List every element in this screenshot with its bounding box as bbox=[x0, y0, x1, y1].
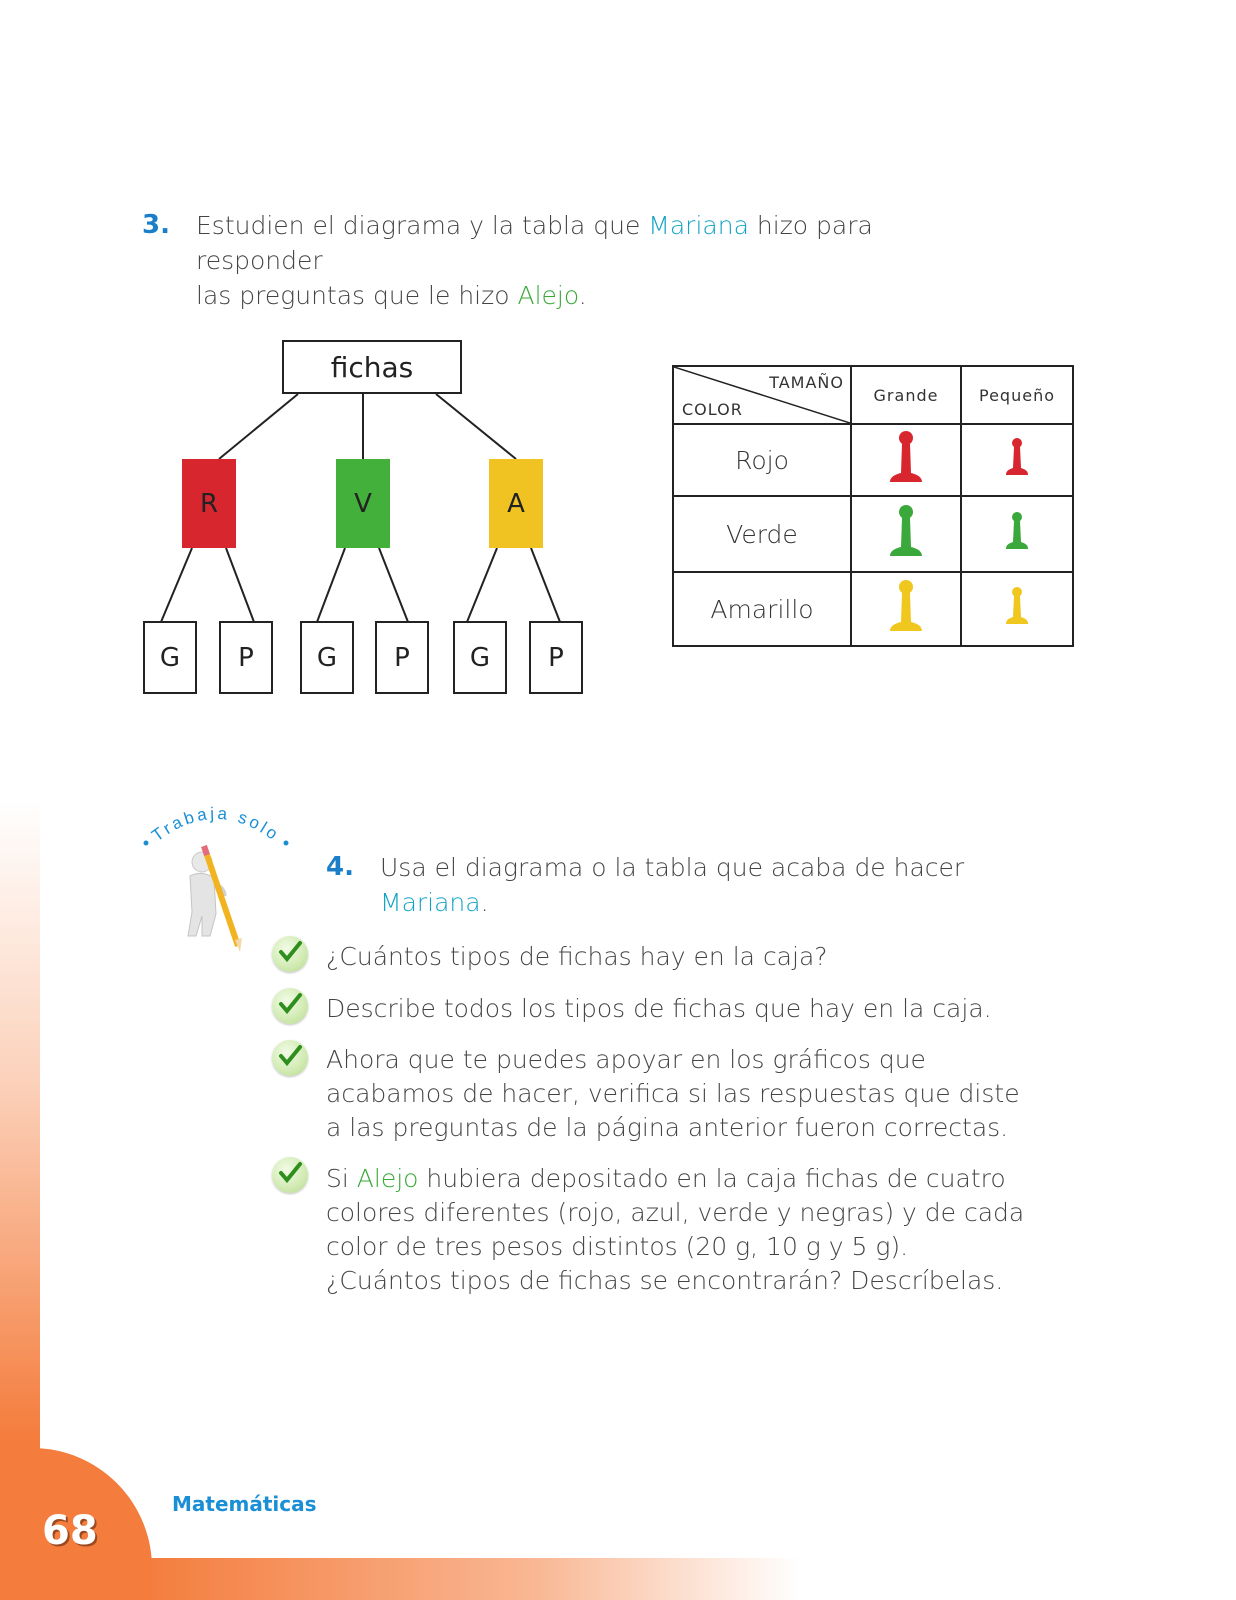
game-piece-icon bbox=[888, 429, 924, 487]
game-piece-icon bbox=[1005, 586, 1029, 628]
game-piece-icon bbox=[1005, 511, 1029, 553]
table-row-label-verde: Verde bbox=[673, 496, 851, 572]
tree-leaf-red-grande: G bbox=[143, 621, 197, 694]
tree-leaf-yellow-pequeno: P bbox=[529, 621, 583, 694]
table-header-color: COLOR bbox=[682, 400, 743, 419]
checkmark-icon bbox=[272, 936, 308, 972]
table-cell-rojo-grande bbox=[851, 424, 961, 496]
game-piece-icon bbox=[1005, 437, 1029, 479]
bullet-item-1: ¿Cuántos tipos de fichas hay en la caja? bbox=[326, 942, 828, 971]
table-column-pequeno: Pequeño bbox=[961, 366, 1073, 424]
table-row-label-amarillo: Amarillo bbox=[673, 572, 851, 646]
table-header-size: TAMAÑO bbox=[769, 373, 844, 392]
table-column-grande: Grande bbox=[851, 366, 961, 424]
table-corner-header bbox=[673, 366, 851, 424]
question-4-number: 4. bbox=[326, 852, 354, 882]
page-number: 68 bbox=[42, 1508, 98, 1554]
tree-leaf-red-pequeno: P bbox=[219, 621, 273, 694]
game-piece-icon bbox=[888, 503, 924, 561]
bullet-item-3: Ahora que te puedes apoyar en los gráficos que acabamos de hacer, verifica si las respuestas que diste a las preguntas de la página anterior fueron correctas. bbox=[326, 1045, 1020, 1142]
name-mariana: Mariana bbox=[380, 888, 481, 917]
bullet-item-4: Si Alejo hubiera depositado en la caja fichas de cuatro colores diferentes (rojo, azul, verde y negras) y de cada color de tres pesos distintos (20 g, 10 g y 5 g). ¿Cuántos tipos de fichas se encontrarán? Descríbelas. bbox=[326, 1164, 1025, 1295]
tree-node-red: R bbox=[182, 459, 236, 548]
footer-subject-label: Matemáticas bbox=[172, 1492, 317, 1516]
trabaja-solo-label: Trabaja solo bbox=[148, 803, 284, 846]
orange-bottom-strip bbox=[140, 1558, 800, 1600]
question-3-line-1: Estudien el diagrama y la tabla que Mariana hizo para responder bbox=[196, 211, 873, 275]
tree-leaf-green-grande: G bbox=[300, 621, 354, 694]
game-piece-icon bbox=[888, 578, 924, 636]
color-size-table bbox=[672, 365, 1074, 647]
checkmark-icon bbox=[272, 988, 308, 1024]
table-cell-amarillo-grande bbox=[851, 572, 961, 646]
question-4-text: Usa el diagrama o la tabla que acaba de hacer Mariana. bbox=[380, 853, 965, 917]
pencil-figure-icon bbox=[180, 836, 250, 956]
tree-leaf-green-pequeno: P bbox=[375, 621, 429, 694]
checkmark-icon bbox=[272, 1157, 308, 1193]
table-cell-verde-grande bbox=[851, 496, 961, 572]
table-row-label-rojo: Rojo bbox=[673, 424, 851, 496]
bullet-item-2: Describe todos los tipos de fichas que hay en la caja. bbox=[326, 994, 992, 1023]
tree-leaf-yellow-grande: G bbox=[453, 621, 507, 694]
tree-node-yellow: A bbox=[489, 459, 543, 548]
checkmark-icon bbox=[272, 1040, 308, 1076]
name-alejo: Alejo bbox=[356, 1164, 419, 1193]
tree-root-fichas: fichas bbox=[282, 340, 462, 394]
question-3-number: 3. bbox=[142, 210, 170, 240]
tree-node-green: V bbox=[336, 459, 390, 548]
name-mariana: Mariana bbox=[648, 211, 749, 240]
table-cell-verde-pequeno bbox=[961, 496, 1073, 572]
name-alejo: Alejo bbox=[517, 281, 579, 310]
table-cell-amarillo-pequeno bbox=[961, 572, 1073, 646]
question-3-line-2: las preguntas que le hizo Alejo. bbox=[196, 281, 587, 310]
table-cell-rojo-pequeno bbox=[961, 424, 1073, 496]
